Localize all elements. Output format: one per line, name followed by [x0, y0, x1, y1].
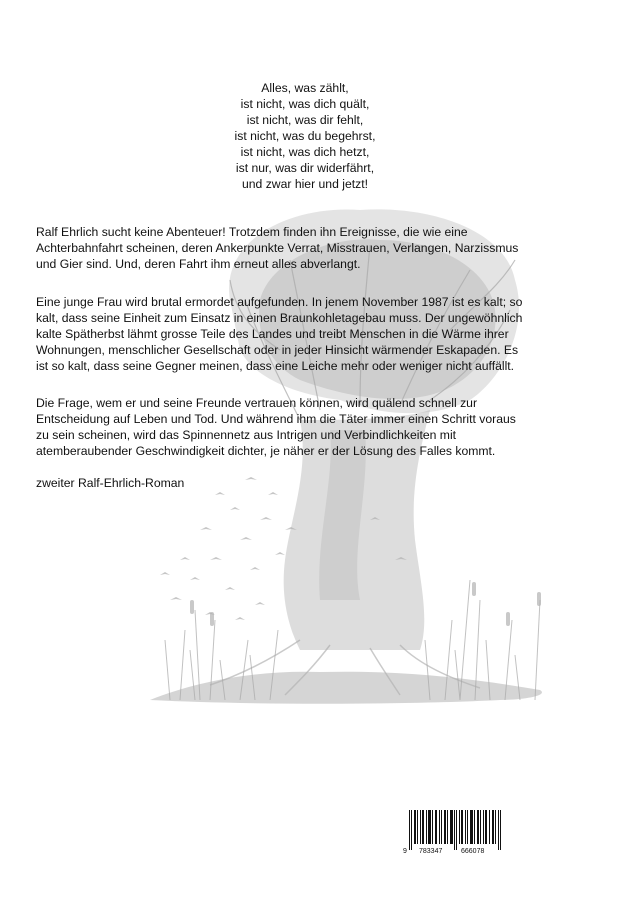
poem-line: ist nicht, was dich hetzt, — [240, 145, 370, 159]
poem-line: und zwar hier und jetzt! — [241, 177, 368, 191]
blurb-line: zu sein scheinen, wird das Spinnennetz aus Intrigen und Verbindlichkeiten mit — [36, 428, 457, 442]
blurb-line: und Gier sind. Und, deren Fahrt ihm erneut alles abverlangt. — [36, 257, 361, 271]
blurb-line: Wohnungen, menschlicher Gesellschaft oder in jeder Hinsicht wärmender Eskapaden. Es — [36, 343, 519, 357]
poem-line: ist nicht, was dich quält, — [240, 97, 370, 111]
poem-line: Alles, was zählt, — [261, 81, 349, 95]
blurb-line: atemberaubender Geschwindigkeit dichter, je näher er der Lösung des Falles kommt. — [36, 444, 496, 458]
barcode-digits-right: 666078 — [461, 848, 485, 855]
blurb-line: ist so kalt, dass seine Gegner meinen, dass eine Leiche mehr oder weniger nicht auffällt. — [36, 359, 515, 373]
poem-line: ist nicht, was du begehrst, — [234, 129, 376, 143]
barcode-digit-first: 9 — [403, 848, 407, 855]
series-note — [36, 475, 596, 491]
blurb-line: kalte Spätherbst lähmt grosse Teile des Landes und treibt Menschen in die Wärme ihrer — [36, 327, 509, 341]
blurb-line: Ralf Ehrlich sucht keine Abenteuer! Trotzdem finden ihn Ereignisse, die wie eine — [36, 225, 468, 239]
barcode-digits-left: 783347 — [419, 848, 443, 855]
blurb-paragraph-1 — [36, 224, 596, 272]
blurb-line: Die Frage, wem er und seine Freunde vertrauen können, wird quälend schnell zur — [36, 396, 478, 410]
blurb-paragraph-2 — [36, 294, 596, 374]
blurb-line: Eine junge Frau wird brutal ermordet aufgefunden. In jenem November 1987 ist es kalt; so — [36, 295, 523, 309]
blurb-line: Achterbahnfahrt scheinen, deren Ankerpunkte Verrat, Misstrauen, Verlangen, Narzissmus — [36, 241, 519, 255]
blurb-line: kalt, dass seine Einheit zum Einsatz in einen Braunkohletagebau muss. Der ungewöhnlich — [36, 311, 523, 325]
poem-line: ist nicht, was dir fehlt, — [246, 113, 364, 127]
poem-line: ist nur, was dir widerfährt, — [235, 161, 375, 175]
series-note-text: zweiter Ralf-Ehrlich-Roman — [36, 476, 185, 490]
blurb-paragraph-3 — [36, 395, 596, 459]
isbn-barcode — [403, 810, 505, 862]
poem-block — [190, 80, 420, 192]
grass-ground — [150, 672, 542, 704]
blurb-line: Entscheidung auf Leben und Tod. Und während ihm die Täter immer einen Schritt voraus — [36, 412, 516, 426]
barcode-bars — [409, 810, 503, 850]
